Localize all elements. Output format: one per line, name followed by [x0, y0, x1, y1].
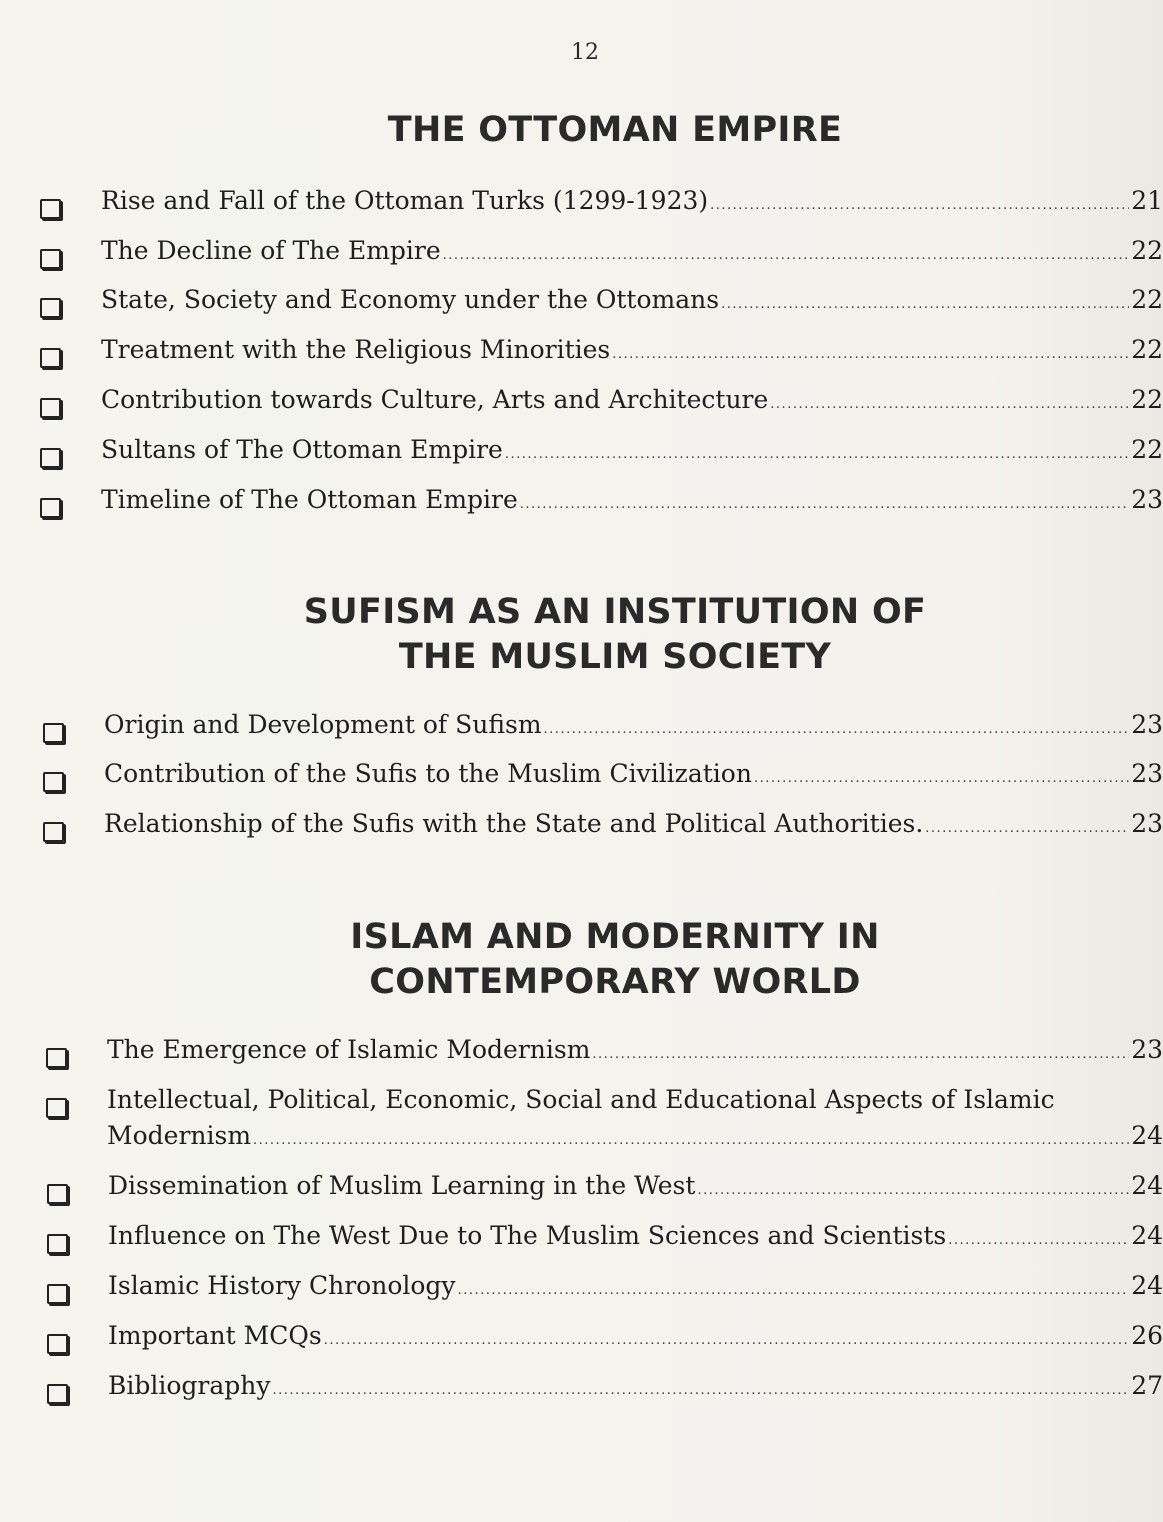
toc-entry-page: 24 [1131, 1221, 1163, 1250]
checkbox-icon [47, 1384, 68, 1404]
dot-leader [592, 1039, 1129, 1071]
toc-entry-page: 23 [1131, 710, 1163, 739]
dot-leader [324, 1325, 1130, 1357]
section-title-line: THE OTTOMAN EMPIRE [387, 110, 843, 150]
toc-entry-page: 22 [1131, 335, 1163, 364]
toc-entry-label-first-line: Intellectual, Political, Economic, Social and Educational Aspects of Islamic [107, 1085, 1055, 1114]
dot-leader [925, 813, 1129, 845]
toc-entry-page: 22 [1131, 385, 1163, 414]
toc-entry-page: 23 [1131, 759, 1163, 788]
section-title-line: ISLAM AND MODERNITY IN [350, 917, 880, 957]
section-title-ottoman-empire [0, 108, 1163, 153]
toc-entry-label: Islamic History Chronology [108, 1271, 456, 1300]
toc-entry-page: 24 [1131, 1271, 1163, 1300]
toc-entry[interactable] [43, 809, 1163, 870]
page-number: 12 [571, 40, 599, 65]
toc-entry-label: Relationship of the Sufis with the State and Political Authorities. [104, 809, 924, 838]
checkbox-icon [47, 1234, 68, 1254]
toc-entry-page: 22 [1131, 236, 1163, 265]
toc-entry-page: 23 [1131, 1035, 1163, 1064]
section-title-line: CONTEMPORARY WORLD [369, 962, 861, 1002]
toc-entry-label: The Decline of The Empire [101, 236, 441, 265]
checkbox-icon [47, 1184, 68, 1204]
toc-entry-page: 23 [1131, 485, 1163, 514]
dot-leader [721, 289, 1129, 321]
checkbox-icon [47, 1334, 68, 1354]
dot-leader [544, 714, 1130, 746]
toc-entry-label: Timeline of The Ottoman Empire [101, 485, 518, 514]
toc-entry-two-line[interactable] [46, 1085, 1163, 1150]
checkbox-icon [46, 1098, 67, 1118]
checkbox-icon [46, 1048, 67, 1068]
toc-entry-label: Rise and Fall of the Ottoman Turks (1299-1923) [101, 186, 709, 215]
toc-entry-label: Important MCQs [108, 1321, 322, 1350]
checkbox-icon [43, 772, 64, 792]
toc-entry-label: Influence on The West Due to The Muslim Sciences and Scientists [108, 1221, 947, 1250]
checkbox-icon [40, 348, 61, 368]
checkbox-icon [40, 199, 61, 219]
dot-leader [697, 1175, 1129, 1207]
dot-leader [458, 1275, 1130, 1307]
toc-entry-page: 22 [1131, 435, 1163, 464]
toc-entry[interactable] [47, 1371, 1163, 1432]
toc-entry-label: Dissemination of Muslim Learning in the West [108, 1171, 696, 1200]
dot-leader [505, 439, 1129, 471]
dot-leader [273, 1375, 1130, 1407]
toc-entry-label: Origin and Development of Sufism [104, 710, 542, 739]
toc-entry-page: 22 [1131, 285, 1163, 314]
section-title-line: THE MUSLIM SOCIETY [398, 637, 832, 677]
dot-leader [754, 763, 1129, 795]
toc-entry-label: State, Society and Economy under the Ottomans [101, 285, 720, 314]
dot-leader [443, 240, 1130, 272]
toc-entry-label: Contribution of the Sufis to the Muslim Civilization [104, 759, 752, 788]
toc-entry-label: Sultans of The Ottoman Empire [101, 435, 503, 464]
checkbox-icon [40, 249, 61, 269]
dot-leader [948, 1225, 1129, 1257]
section-title-sufism [0, 590, 1163, 680]
toc-entry-page: 24 [1131, 1121, 1163, 1150]
checkbox-icon [40, 448, 61, 468]
toc-entry-page: 24 [1131, 1171, 1163, 1200]
checkbox-icon [47, 1284, 68, 1304]
toc-entry-label: Modernism [107, 1121, 252, 1150]
checkbox-icon [40, 398, 61, 418]
section-title-line: SUFISM AS AN INSTITUTION OF [303, 592, 927, 632]
toc-entry-page: 26 [1131, 1321, 1163, 1350]
dot-leader [520, 489, 1129, 521]
checkbox-icon [40, 498, 61, 518]
toc-entry-page: 27 [1131, 1371, 1163, 1400]
section-title-islam-modernity [0, 915, 1163, 1005]
toc-entry-label: Bibliography [108, 1371, 271, 1400]
toc-entry-label: The Emergence of Islamic Modernism [107, 1035, 591, 1064]
dot-leader [612, 339, 1129, 371]
toc-entry-label: Contribution towards Culture, Arts and Architecture [101, 385, 769, 414]
dot-leader [253, 1125, 1129, 1157]
checkbox-icon [43, 723, 64, 743]
dot-leader [770, 389, 1129, 421]
dot-leader [710, 190, 1129, 222]
checkbox-icon [40, 298, 61, 318]
toc-entry-page: 23 [1131, 809, 1163, 838]
toc-entry-label: Treatment with the Religious Minorities [101, 335, 611, 364]
toc-entry-page: 21 [1131, 186, 1163, 215]
checkbox-icon [43, 822, 64, 842]
toc-entry[interactable] [40, 485, 1163, 546]
